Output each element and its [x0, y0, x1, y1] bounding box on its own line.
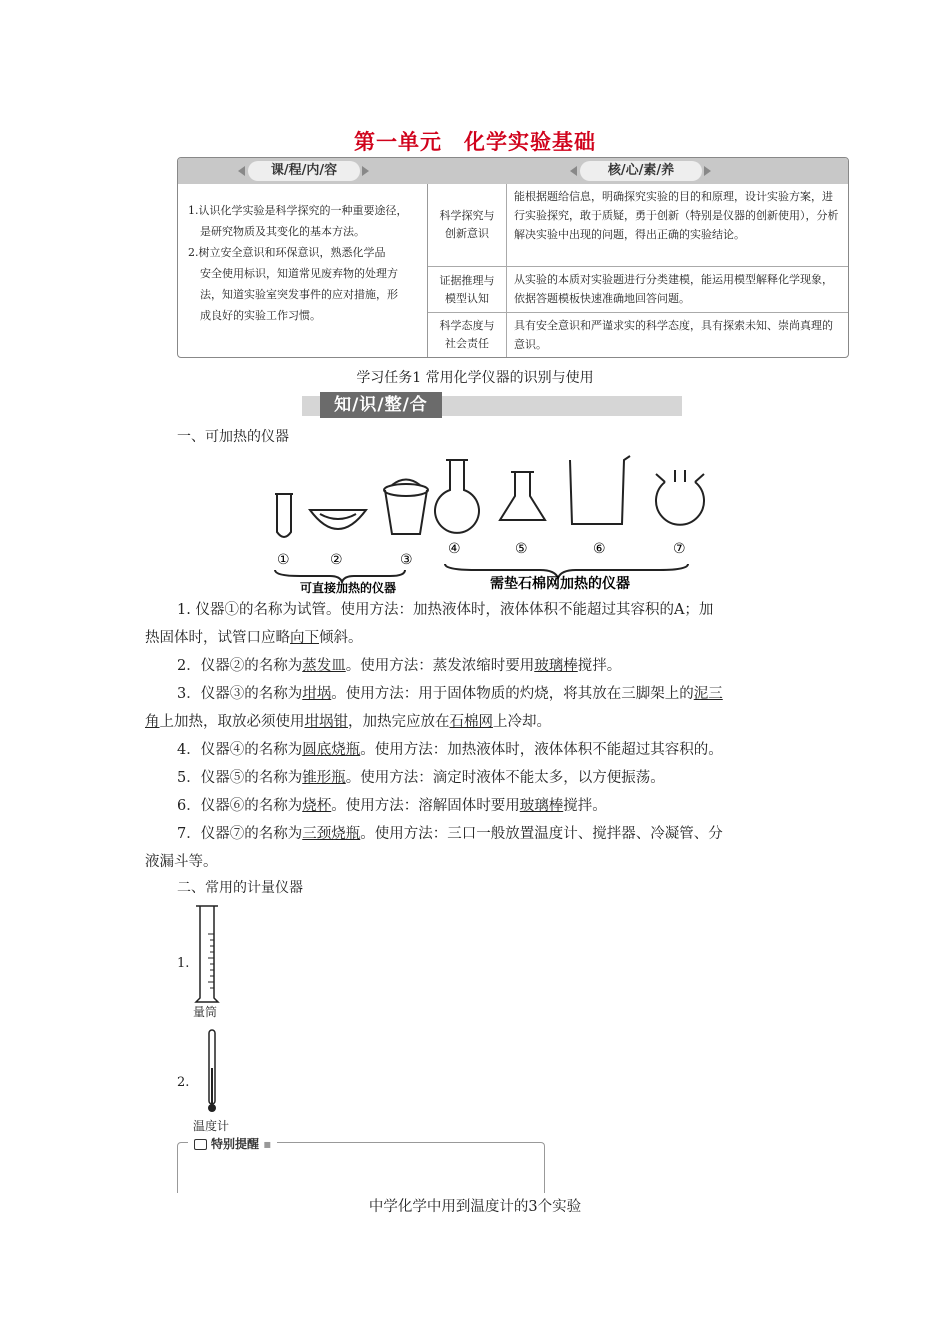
heating-instruments-figure	[260, 452, 720, 594]
num-5: ⑤	[515, 541, 528, 557]
round-bottom-flask-icon	[435, 460, 479, 533]
literacy-text: 从实验的本质对实验题进行分类建模，能运用模型解释化学现象，依据答题模板快速准确地回答问题。	[514, 273, 833, 305]
course-line: 法，知道实验室突发事件的应对措施，形	[200, 288, 398, 301]
num-4: ④	[448, 541, 461, 557]
course-line: 1.认识化学实验是科学探究的一种重要途径，	[188, 204, 408, 217]
course-line: 安全使用标识，知道常见废弃物的处理方	[200, 267, 398, 280]
literacy-label: 科学态度与 社会责任	[428, 313, 507, 357]
literacy-text: 能根据题给信息，明确探究实验的目的和原理，设计实验方案，进行实验探究，敢于质疑，勇于创新（特别是仪器的创新使用），分析解决实验中出现的问题，得出正确的实验结论。	[514, 190, 839, 241]
num-7: ⑦	[673, 541, 686, 557]
section-heading: 二、常用的计量仪器	[177, 880, 303, 896]
page-title: 第一单元 化学实验基础	[354, 130, 596, 154]
table-header	[178, 158, 848, 184]
reminder-box	[177, 1137, 545, 1193]
num-1: ①	[277, 552, 290, 568]
item-7-line-2: 液漏斗等。	[145, 854, 218, 870]
literacy-row	[428, 313, 848, 357]
task-title: 学习任务1 常用化学仪器的识别与使用	[356, 370, 594, 386]
measure-label-1: 量筒	[193, 1005, 218, 1019]
reminder-tag: 特别提醒 ▪	[188, 1135, 277, 1152]
item-3-line-2: 角上加热，取放必须使用坩埚钳，加热完应放在石棉网上冷却。	[145, 714, 551, 730]
course-line: 成良好的实验工作习惯。	[200, 309, 321, 322]
literacy-label: 证据推理与 模型认知	[428, 267, 507, 312]
item-4: 4．仪器④的名称为圆底烧瓶。使用方法：加热液体时，液体体积不能超过其容积的。	[177, 742, 723, 758]
measure-label-2: 温度计	[193, 1119, 230, 1133]
item-1-line-1: 1. 仪器①的名称为试管。使用方法：加热液体时，液体体积不能超过其容积的A；加	[177, 602, 714, 618]
banner-label: 知/识/整/合	[320, 392, 442, 418]
literacy-text: 具有安全意识和严谨求实的科学态度，具有探索未知、崇尚真理的意识。	[514, 319, 833, 351]
arrow-right-icon	[704, 166, 711, 176]
item-2: 2．仪器②的名称为蒸发皿。使用方法：蒸发浓缩时要用玻璃棒搅拌。	[177, 658, 622, 674]
item-5: 5．仪器⑤的名称为锥形瓶。使用方法：滴定时液体不能太多，以方便振荡。	[177, 770, 665, 786]
footer-caption: 中学化学中用到温度计的3个实验	[368, 1199, 582, 1215]
literacy-row	[428, 267, 848, 313]
header-core-literacy: 核/心/素/养	[580, 161, 702, 181]
header-course-content: 课/程/内/容	[248, 161, 360, 181]
instrument-list	[145, 596, 817, 876]
course-content-cell	[178, 184, 428, 357]
item-7-line-1: 7．仪器⑦的名称为三颈烧瓶。使用方法：三口一般放置温度计、搅拌器、冷凝管、分	[177, 826, 723, 842]
arrow-right-icon	[362, 166, 369, 176]
memo-icon	[194, 1139, 207, 1150]
measure-num-1: 1.	[177, 956, 190, 971]
num-3: ③	[400, 552, 413, 568]
three-neck-flask-icon	[656, 482, 704, 525]
caption-gauze-heat: 需垫石棉网加热的仪器	[490, 576, 630, 592]
curriculum-table	[177, 157, 849, 358]
item-3-line-1: 3．仪器③的名称为坩埚。使用方法：用于固体物质的灼烧，将其放在三脚架上的泥三	[177, 686, 723, 702]
literacy-label: 科学探究与 创新意识	[428, 184, 507, 266]
caption-direct-heat: 可直接加热的仪器	[300, 581, 397, 594]
num-2: ②	[330, 552, 343, 568]
literacy-row	[428, 184, 848, 267]
graduated-cylinder-icon	[192, 904, 224, 1006]
course-line: 2.树立安全意识和环保意识，熟悉化学品	[188, 246, 386, 259]
item-6: 6．仪器⑥的名称为烧杯。使用方法：溶解固体时要用玻璃棒搅拌。	[177, 798, 607, 814]
num-6: ⑥	[593, 541, 606, 557]
arrow-left-icon	[570, 166, 577, 176]
test-tube-icon	[277, 494, 291, 537]
beaker-icon	[570, 456, 630, 524]
conical-flask-icon	[500, 472, 545, 520]
item-1-line-2: 热固体时，试管口应略向下倾斜。	[145, 630, 363, 646]
course-line: 是研究物质及其变化的基本方法。	[200, 225, 365, 238]
measure-num-2: 2.	[177, 1075, 190, 1090]
arrow-left-icon	[238, 166, 245, 176]
section-heading: 一、可加热的仪器	[177, 429, 289, 445]
section-banner	[302, 396, 682, 416]
thermometer-icon	[204, 1028, 220, 1116]
